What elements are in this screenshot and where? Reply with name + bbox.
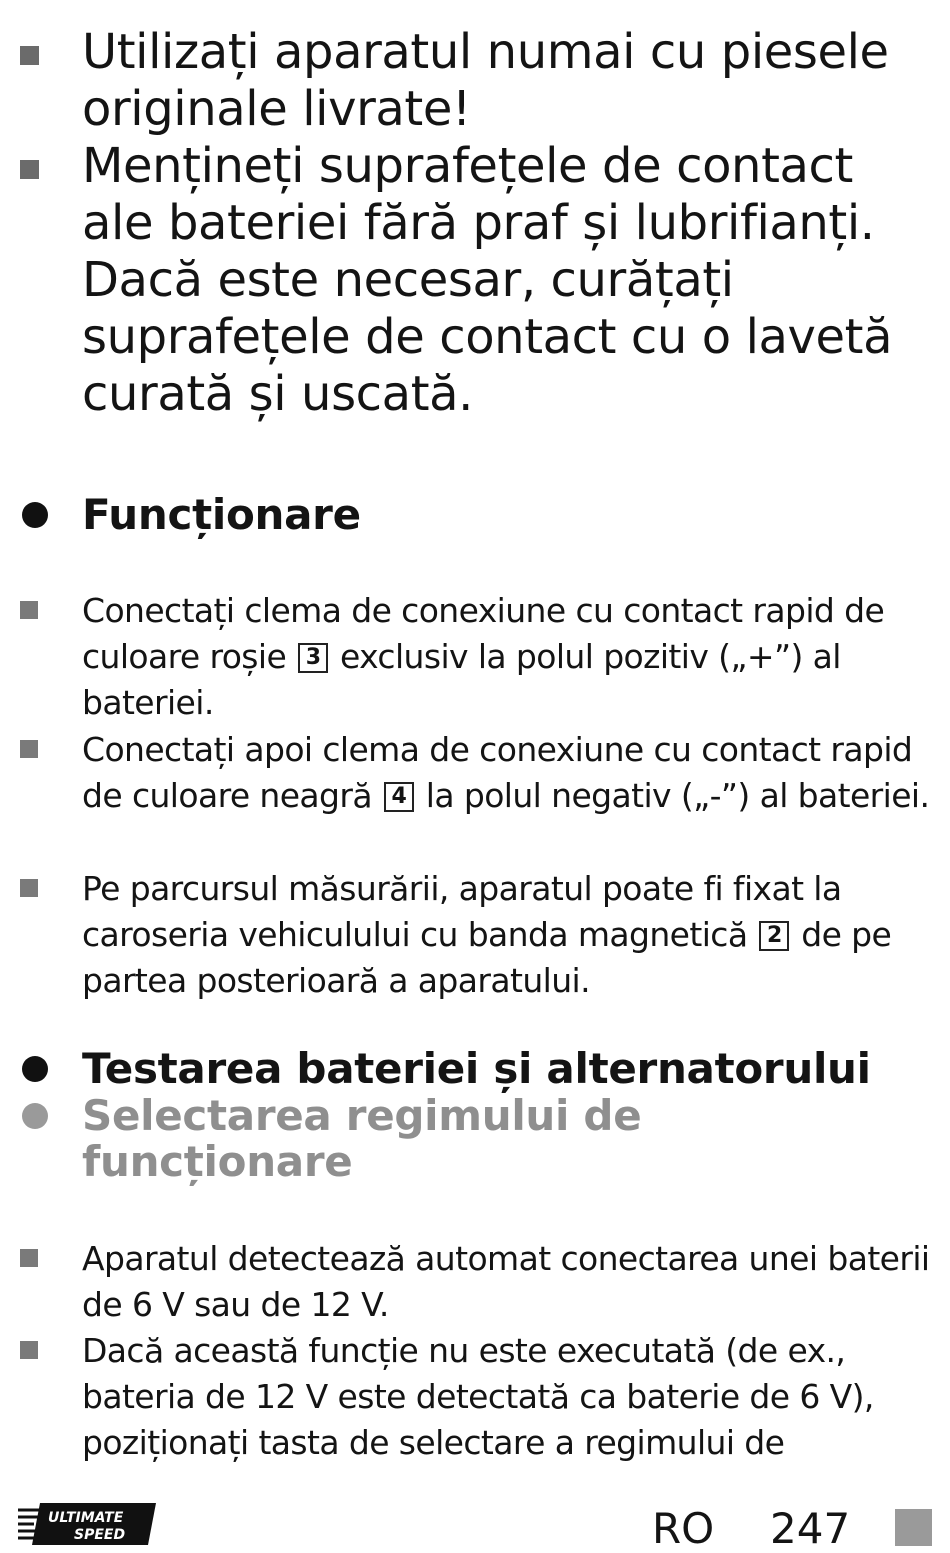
list-item-text: Conectați clema de conexiune cu contact rapid de culoare roșie 3 exclusiv la polul pozitiv („+”) al bateriei.: [82, 591, 885, 722]
page-marker-square: [895, 1509, 932, 1546]
list-item-text: Mențineți suprafețele de contact ale bateriei fără praf și lubrifianți. Dacă este necesar, curățați suprafețele de contact cu o lavetă curată și uscată.: [82, 138, 893, 422]
section-subheading: Selectarea regimului de funcționare: [82, 1091, 642, 1186]
logo-text-bottom: SPEED: [74, 1527, 126, 1543]
square-bullet-icon: [20, 879, 38, 897]
square-bullet-icon: [20, 740, 38, 758]
reference-number-badge: 2: [759, 921, 789, 951]
round-bullet-icon: [22, 1103, 48, 1129]
page-number: 247: [770, 1504, 851, 1553]
square-bullet-icon: [20, 160, 39, 179]
square-bullet-icon: [20, 46, 39, 65]
ultimate-speed-logo: [16, 1500, 158, 1548]
reference-number-badge: 4: [384, 782, 414, 812]
reference-number-badge: 3: [298, 643, 328, 673]
square-bullet-icon: [20, 1341, 38, 1359]
language-code: RO: [652, 1504, 715, 1553]
list-item-text: Aparatul detectează automat conectarea unei baterii de 6 V sau de 12 V.: [82, 1239, 930, 1324]
section-heading: Funcționare: [82, 490, 361, 539]
list-item-text: Pe parcursul măsurării, aparatul poate fi fixat la caroseria vehiculului cu banda magnetică 2 de pe partea posterioară a aparatului.: [82, 869, 892, 1000]
list-item-text: Utilizați aparatul numai cu piesele originale livrate!: [82, 24, 889, 137]
round-bullet-icon: [22, 1056, 48, 1082]
round-bullet-icon: [22, 502, 48, 528]
list-item-text: Conectați apoi clema de conexiune cu contact rapid de culoare neagră 4 la polul negativ („-”) al bateriei.: [82, 730, 930, 815]
logo-text-top: ULTIMATE: [48, 1510, 124, 1526]
section-heading: Testarea bateriei și alternatorului: [82, 1044, 871, 1093]
list-item-text: Dacă această funcție nu este executată (de ex., bateria de 12 V este detectată ca baterie de 6 V), poziționați tasta de selectare a regimului de: [82, 1331, 874, 1462]
square-bullet-icon: [20, 601, 38, 619]
square-bullet-icon: [20, 1249, 38, 1267]
